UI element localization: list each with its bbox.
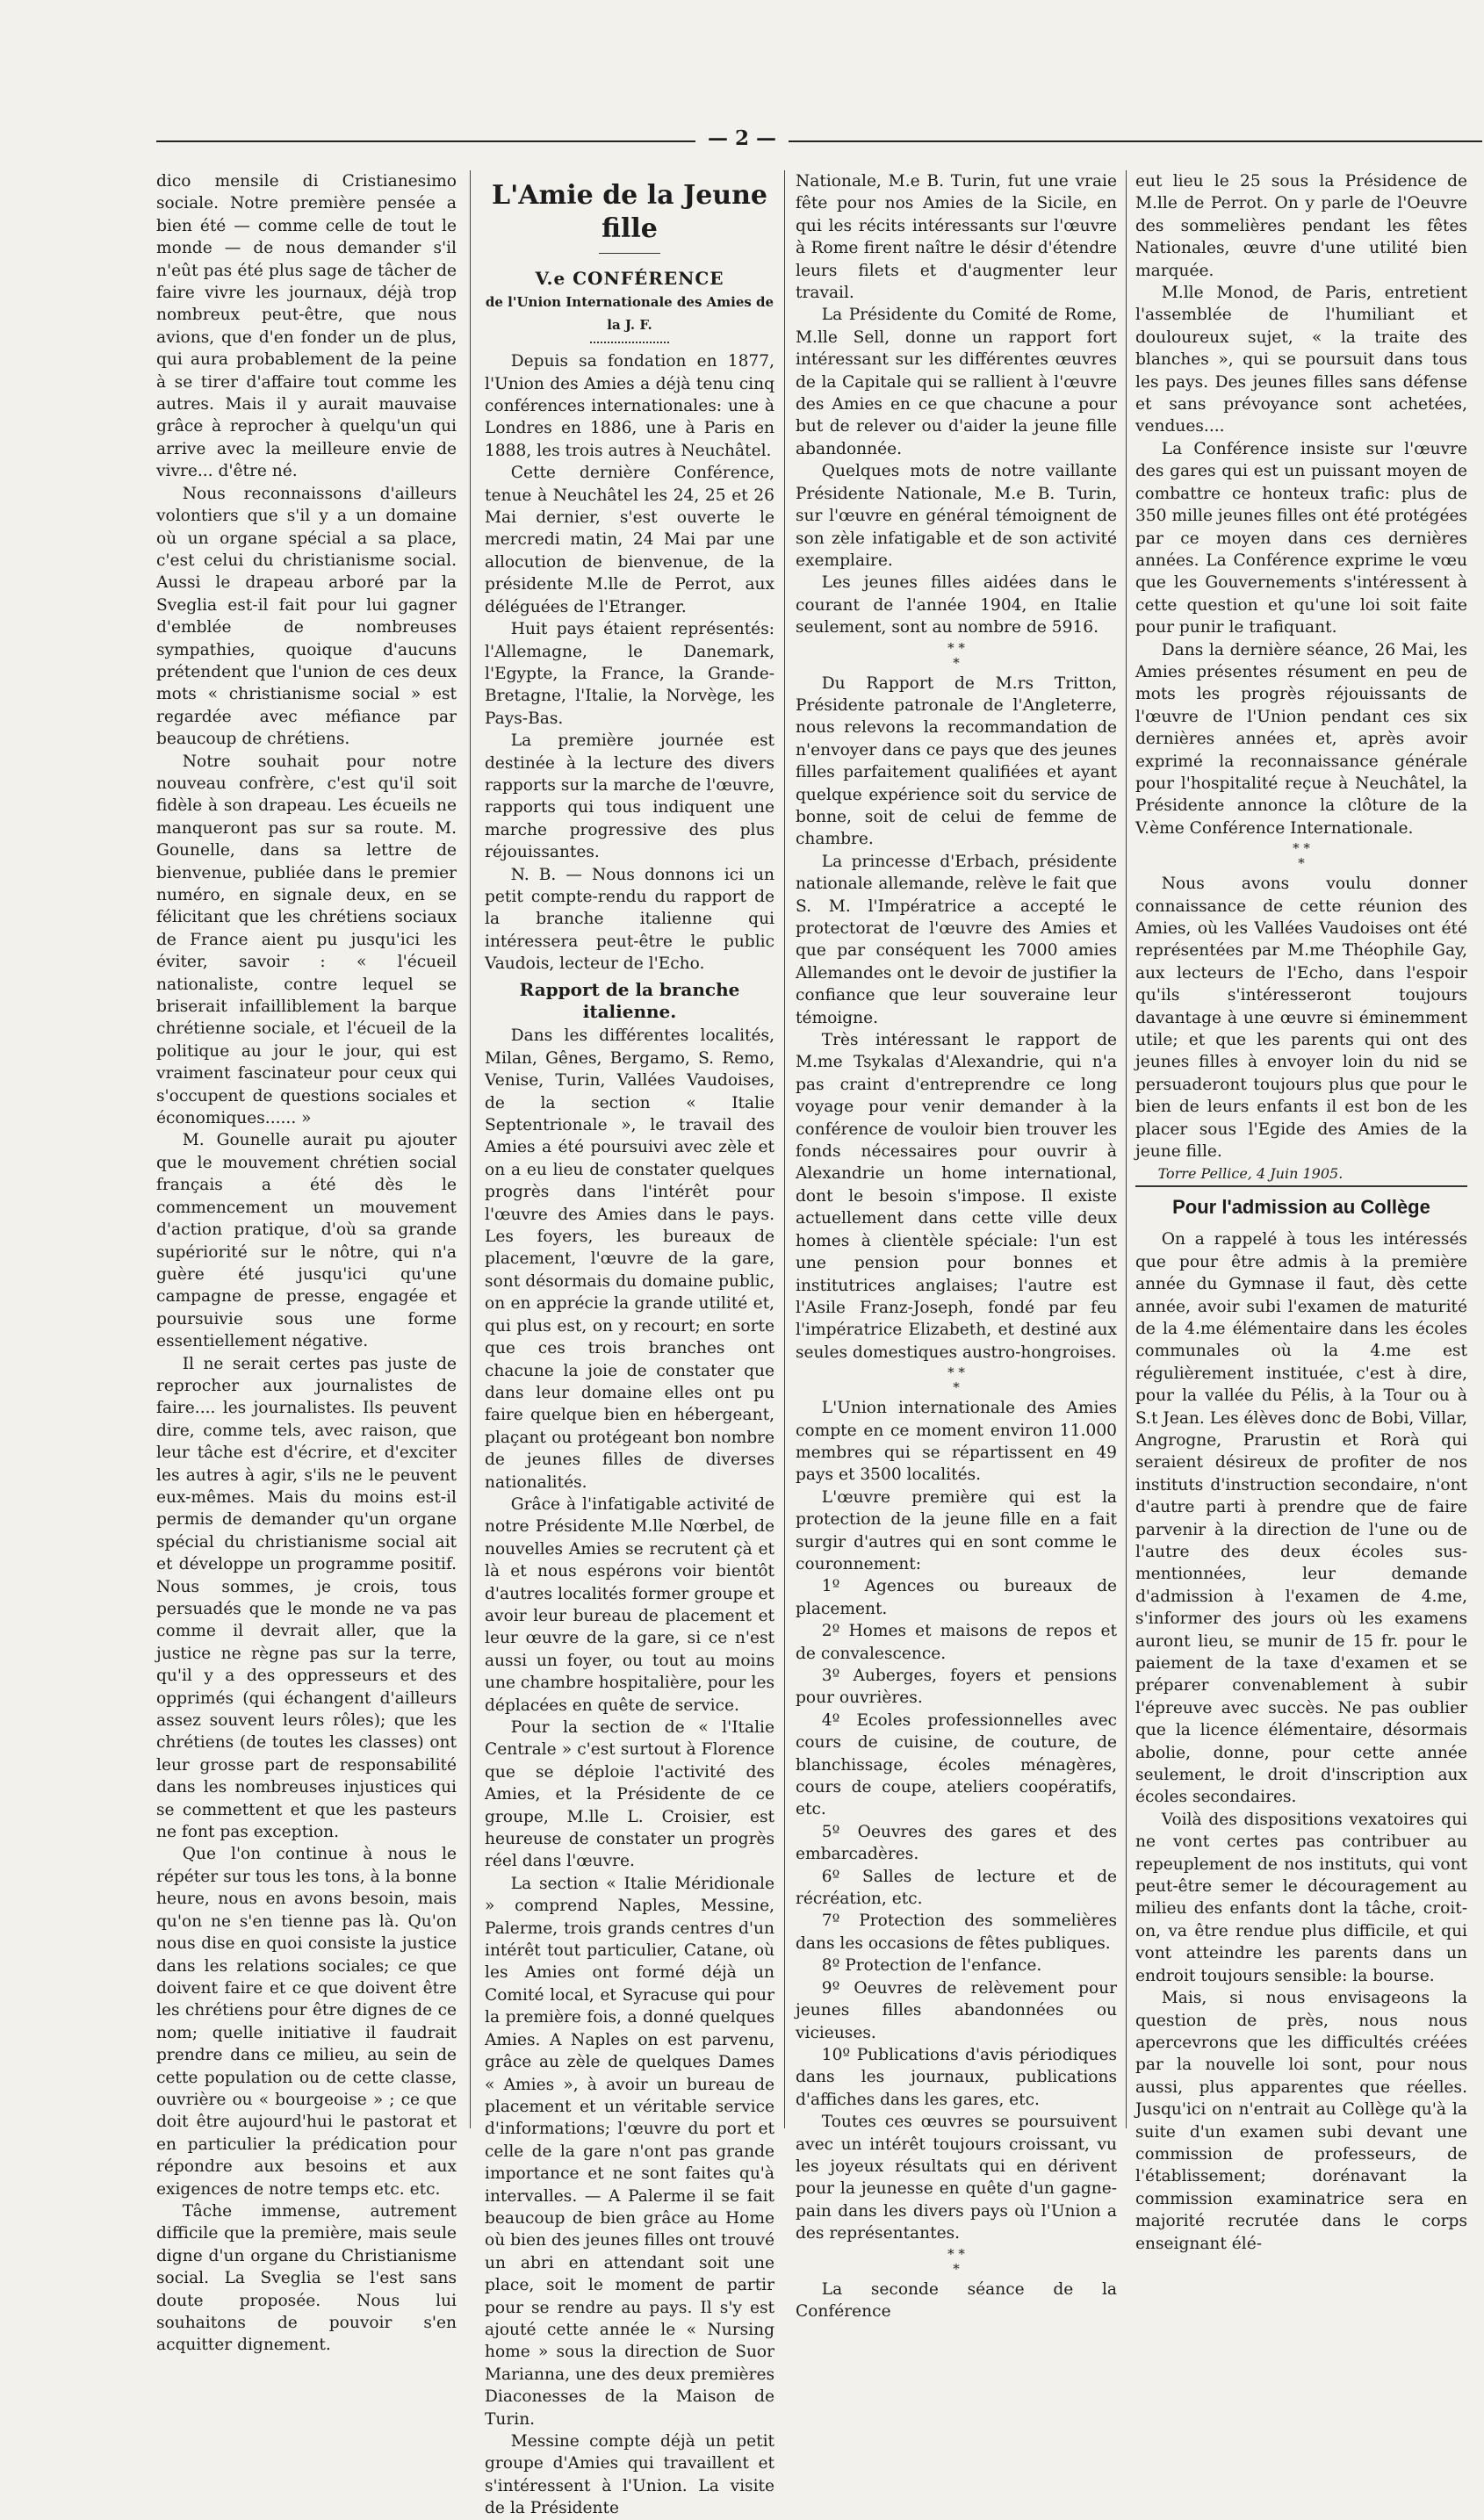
paragraph: La Conférence insiste sur l'œuvre des gares qui est un puissant moyen de combattre ce honteux trafic: plus de 350 mille jeunes filles ont été protégées par ce moyen dans ces dernières années. La Conférence exprime le vœu que les Gouvernements s'intéressent à cette question et qu'une loi soit faite pour punir le trafiquant.	[1135, 439, 1467, 637]
column-divider	[1126, 170, 1127, 2128]
paragraph: Nous avons voulu donner connaissance de cette réunion des Amies, où les Vallées Vaudoises ont été représentées par M.me Théophile Gay, aux lecteurs de l'Echo, dans l'espoir qu'ils s'intéresseront toujours davantage à une œuvre si éminemment utile; et que les parents qui ont des jeunes filles à envoyer loin du nid se persuaderont toujours plus que pour le bien de leurs enfants il est bon de les placer sous l'Egide des Amies de la jeune fille.	[1135, 875, 1467, 1162]
paragraph: Toutes ces œuvres se poursuivent avec un intérêt toujours croissant, vu les joyeux résultats qui en dérivent pour la jeunesse en quête d'un gagne-pain dans les divers pays où l'Union a des représentantes.	[796, 2113, 1117, 2243]
list-item: 9º Oeuvres de relèvement pour jeunes filles abandonnées ou vicieuses.	[796, 1978, 1117, 2042]
asterism: * * *	[1293, 840, 1310, 872]
paragraph: La princesse d'Erbach, présidente nationale allemande, relève le fait que S. M. l'Impératrice a accepté le protectorat de l'œuvre des Amies et que par conséquent les 7000 amies Allemandes ont le devoir de justifier la confiance que leur souveraine leur témoigne.	[796, 852, 1117, 1027]
paragraph: Du Rapport de M.rs Tritton, Présidente patronale de l'Angleterre, nous relevons la recommandation de n'envoyer dans ce pays que des jeunes filles parfaitement qualifiées et ayant quelque expérience soit du service de bonne, soit de celui de femme de chambre.	[796, 673, 1117, 849]
list-item: 8º Protection de l'enfance.	[821, 1956, 1042, 1976]
paragraph: Cette dernière Conférence, tenue à Neuchâtel les 24, 25 et 26 Mai dernier, s'est ouverte le mercredi matin, 24 Mai par une allocution de bienvenue, de la présidente M.lle de Perrot, aux déléguées de l'Etranger.	[485, 464, 774, 616]
column-2	[485, 170, 774, 2520]
column-4	[1135, 170, 1467, 2255]
asterism: * * *	[947, 2245, 965, 2277]
paragraph: Très intéressant le rapport de M.me Tsykalas d'Alexandrie, qui n'a pas craint d'entreprendre ce long voyage pour venir demander à la conférence de vouloir bien trouver les fonds nécessaires pour ouvrir à Alexandrie un home international, dont le besoin s'impose. Il existe actuellement dans cette ville deux homes à clientèle spéciale: l'un est une pension pour bonnes et institutrices anglaises; l'autre est l'Asile Franz-Joseph, fondé par feu l'impératrice Elizabeth, et destiné aux seules domestiques austro-hongroises.	[796, 1031, 1117, 1362]
paragraph: Les jeunes filles aidées dans le courant de l'année 1904, en Italie seulement, sont au nombre de 5916.	[796, 573, 1117, 637]
paragraph: Tâche immense, autrement difficile que la première, mais seule digne d'un organe du Christianisme social. La Sveglia se l'est sans doute proposée. Nous lui souhaitons de pouvoir s'en acquitter dignement.	[156, 2201, 457, 2355]
paragraph: Huit pays étaient représentés: l'Allemagne, le Danemark, l'Egypte, la France, la Grande-Bretagne, l'Italie, la Norvège, les Pays-Bas.	[485, 620, 774, 728]
signature: Torre Pellice, 4 Juin 1905.	[1157, 1165, 1344, 1183]
paragraph: Pour la section de « l'Italie Centrale » c'est surtout à Florence que se déploie l'activité des Amies, et la Présidente de ce groupe, M.lle L. Croisier, est heureuse de constater un progrès réel dans l'œuvre.	[485, 1718, 774, 1871]
list-item: 7º Protection des sommelières dans les occasions de fêtes publiques.	[796, 1912, 1117, 1953]
article-subtitle: V.e CONFÉRENCE	[535, 268, 724, 289]
list-item: 5º Oeuvres des gares et des embarcadères.	[796, 1822, 1117, 1864]
paragraph: Nationale, M.e B. Turin, fut une vraie fête pour nos Amies de la Sicile, en qui les récits intéressants sur l'œuvre à Rome firent naître le désir d'étendre leurs filets et d'augmenter leur travail.	[796, 172, 1117, 303]
paragraph: La première journée est destinée à la lecture des divers rapports sur la marche de l'œuvre, rapports qui tous indiquent une marche progressive des plus réjouissantes.	[485, 731, 774, 862]
paragraph: Nous reconnaissons d'ailleurs volontiers que s'il y a un domaine où un organe spécial a sa place, c'est celui du christianisme social. Aussi le drapeau arboré par la Sveglia est-il fait pour lui gagner d'emblée de nombreuses sympathies, quoique d'aucuns prétendent que l'union de ces deux mots « christianisme social » est regardée avec méfiance par beaucoup de chrétiens.	[156, 484, 457, 749]
paragraph: La Présidente du Comité de Rome, M.lle Sell, donne un rapport fort intéressant sur les différentes œuvres de la Capitale qui se rallient à l'œuvre des Amies en ce que chacune a pour but de relever ou d'aider la jeune fille abandonnée.	[796, 306, 1117, 458]
article-subheading: de l'Union Internationale des Amies de la J. F.	[485, 294, 774, 333]
paragraph: La seconde séance de la Conférence	[796, 2279, 1117, 2321]
paragraph: N. B. — Nous donnons ici un petit compte-rendu du rapport de la branche italienne qui intéressera peut-être le public Vaudois, lecteur de l'Echo.	[485, 865, 774, 974]
page-number: — 2 —	[0, 126, 1484, 150]
list-item: 3º Auberges, foyers et pensions pour ouvrières.	[796, 1667, 1117, 1708]
paragraph: On a rappelé à tous les intéressés que pour être admis à la première année du Gymnase il faut, dès cette année, avoir subi l'examen de maturité de la 4.me élémentaire dans les écoles communales où la 4.me est régulièrement instituée, c'est à dire, pour la vallée du Pélis, à la Tour ou à S.t Jean. Les élèves donc de Bobi, Villar, Angrogne, Prarustin et Rorà qui seraient désireux de profiter de nos instituts d'instruction secondaire, n'ont d'autre parti à prendre que de faire parvenir à la direction de l'une ou de l'autre des deux écoles sus-mentionnées, leur demande d'admission à l'examen de 4.me, s'informer des jours où les examens auront lieu, se munir de 15 fr. pour le paiement de la taxe d'examen et se préparer convenablement à subir l'épreuve avec succès. Ne pas oublier que la licence élémentaire, désormais abolie, donne, pour cette année seulement, le droit d'inscription aux écoles secondaires.	[1135, 1230, 1467, 1807]
column-divider	[784, 170, 785, 2128]
list-item: 1º Agences ou bureaux de placement.	[796, 1577, 1117, 1618]
paragraph: La section « Italie Méridionale » comprend Naples, Messine, Palerme, trois grands centres d'un intérêt tout particulier, Catane, où les Amies ont formé déjà un Comité local, et Syracuse qui pour la première fois, a donné quelques Amies. A Naples on est parvenu, grâce au zèle de quelques Dames « Amies », à avoir un bureau de placement et un véritable service d'informations; l'œuvre du port et celle de la gare n'ont pas grande importance et ne sont faites qu'à intervalles. — A Palerme il se fait beaucoup de bien grâce au Home où bien des jeunes filles ont trouvé un abri en attendant soit une place, soit le moment de partir pour se rendre au pays. Il s'y est ajouté cette année le « Nursing home » sous la direction de Suor Marianna, une des deux premières Diaconesses de la Maison de Turin.	[485, 1874, 774, 2429]
paragraph: Il ne serait certes pas juste de reprocher aux journalistes de faire.... les journalistes. Ils peuvent dire, comme tels, avec raison, que leur tâche est d'écrire, et d'exciter les autres à agir, s'ils ne le peuvent eux-mêmes. Mais du moins est-il permis de demander qu'un organe spécial du christianisme social ait et développe un programme positif. Nous sommes, je crois, tous persuadés que le monde ne va pas comme il devrait aller, que la justice ne règne pas sur la terre, qu'il y a des oppresseurs et des opprimés (qui échangent d'ailleurs assez souvent leurs rôles); que les chrétiens (de toutes les classes) ont leur grosse part de responsabilité dans les nombreuses injustices qui se commettent et que les pasteurs ne font pas exception.	[156, 1354, 457, 1842]
column-1	[156, 170, 457, 2357]
paragraph: L'Union internationale des Amies compte en ce moment environ 11.000 membres qui se répartissent en 49 pays et 3500 localités.	[796, 1399, 1117, 1485]
paragraph: M.lle Monod, de Paris, entretient l'assemblée de l'humiliant et douloureux sujet, « la traite des blanches », qui se poursuit dans tous les pays. Des jeunes filles sans défense et sans prévoyance sont achetées, vendues....	[1135, 284, 1467, 436]
article-title: L'Amie de la Jeune fille	[491, 180, 767, 244]
column-divider	[470, 170, 471, 2128]
paragraph: Quelques mots de notre vaillante Présidente Nationale, M.e B. Turin, sur l'œuvre en général témoignent de son zèle infatigable et de son activité exemplaire.	[796, 462, 1117, 570]
paragraph: Que l'on continue à nous le répéter sur tous les tons, à la bonne heure, nous en avons besoin, mais qu'on ne s'en tienne pas là. Qu'on nous dise en quoi consiste la justice dans les relations sociales; ce que doivent faire et ce que doivent être les chrétiens pour être dignes de ce nom; quelle initiative il faudrait prendre dans ce milieu, au sein de cette population ou de cette classe, ouvrière ou « bourgeoise » ; ce que doit être aujourd'hui le pastorat et en particulier la prédication pour répondre aux besoins et aux exigences de notre temps etc. etc.	[156, 1845, 457, 2199]
paragraph: M. Gounelle aurait pu ajouter que le mouvement chrétien social français a été dès le commencement un mouvement d'action pratique, d'où sa grande supériorité sur le nôtre, qui n'a guère été jusqu'ici qu'une campagne de presse, engagée et poursuivie sous une forme essentiellement négative.	[156, 1131, 457, 1351]
paragraph: Notre souhait pour notre nouveau confrère, c'est qu'il soit fidèle à son drapeau. Les écueils ne manqueront pas sur sa route. M. Gounelle, dans sa lettre de bienvenue, publiée dans le premier numéro, en signale deux, en se félicitant que les chrétiens sociaux de France aient pu jusqu'ici les éviter, savoir : « l'écueil nationaliste, contre lequel se briserait infailliblement la barque chrétienne sociale, et l'écueil de la politique au jour le jour, qui est vraiment fascinateur pour ceux qui s'occupent de questions sociales et économiques...... »	[156, 752, 457, 1128]
list-item: 2º Homes et maisons de repos et de convalescence.	[796, 1622, 1117, 1663]
section-title: Pour l'admission au Collège	[1172, 1195, 1430, 1218]
title-rule	[599, 253, 660, 254]
paragraph: L'œuvre première qui est la protection de la jeune fille en a fait surgir d'autres qui en sont comme le couronnement:	[796, 1487, 1117, 1573]
paragraph: dico mensile di Cristianesimo sociale. Notre première pensée a bien été — comme celle de tout le monde — de nous demander s'il n'eût pas été plus sage de tâcher de faire vivre les journaux, déjà trop nombreux peut-être, que nous avions, que d'en fonder un de plus, qui aura probablement de la peine à se tirer d'affaire tout comme les autres. Mais il y aurait mauvaise grâce à reprocher à quelqu'un qui arrive avec la meilleure envie de vivre... d'être né.	[156, 172, 457, 481]
section-heading: Rapport de la branche italienne.	[519, 978, 740, 1022]
paragraph: Messine compte déjà un petit groupe d'Amies qui travaillent et s'intéressent à l'Union. La visite de la Présidente	[485, 2432, 774, 2518]
paragraph: Dans la dernière séance, 26 Mai, les Amies présentes résument en peu de mots les progrès réjouissants de l'œuvre de l'Union pendant ces six dernières années et, après avoir exprimé la reconnaissance générale pour l'hospitalité reçue à Neuchâtel, la Présidente annonce la clôture de la V.ème Conférence Internationale.	[1135, 640, 1467, 838]
list-item: 10º Publications d'avis périodiques dans les journaux, publications d'affiches dans les gares, etc.	[796, 2045, 1117, 2109]
list-item: 4º Ecoles professionnelles avec cours de cuisine, de couture, de blanchissage, écoles ménagères, cours de coupe, ateliers coopératifs, etc.	[796, 1710, 1117, 1819]
asterism: * * *	[947, 1364, 965, 1396]
list-item: 6º Salles de lecture et de récréation, etc.	[796, 1867, 1117, 1909]
paragraph: eut lieu le 25 sous la Présidence de M.lle de Perrot. On y parle de l'Oeuvre des sommelières pendant les fêtes Nationales, œuvre d'une utilité bien marquée.	[1135, 172, 1467, 280]
section-rule	[1135, 1185, 1467, 1187]
paragraph: Dans les différentes localités, Milan, Gênes, Bergamo, S. Remo, Venise, Turin, Vallées Vaudoises, de la section « Italie Septentrionale », le travail des Amies a été poursuivi avec zèle et on a eu lieu de constater quelques progrès dans l'intérêt pour l'œuvre des Amies dans le pays. Les foyers, les bureaux de placement, l'œuvre de la gare, sont désormais du domaine public, on en apprécie la grande utilité et, qui plus est, on y recourt; en sorte que ces trois branches ont chacune la joie de constater que dans leur domaine elles ont pu faire quelque bien en hébergeant, plaçant ou protégeant bon nombre de jeunes filles de diverses nationalités.	[485, 1026, 774, 1492]
paragraph: Depuis sa fondation en 1877, l'Union des Amies a déjà tenu cinq conférences internationales: une à Londres en 1886, une à Paris en 1888, les trois autres à Neuchâtel.	[485, 352, 774, 460]
paragraph: Mais, si nous envisageons la question de près, nous nous apercevrons que les difficultés créées par la nouvelle loi sont, pour nous aussi, plus apparentes que réelles. Jusqu'ici on n'entrait au Collège qu'à la suite d'un examen subi devant une commission de professeurs, de l'établissement; dorénavant la commission examinatrice sera en majorité recrutée dans le corps enseignant élé-	[1135, 1989, 1467, 2253]
paragraph: Grâce à l'infatigable activité de notre Présidente M.lle Nœrbel, de nouvelles Amies se recrutent çà et là et nous espérons voir bientôt d'autres localités former groupe et avoir leur bureau de placement et leur œuvre de la gare, si ce n'est aussi un foyer, ou tout au moins une chambre hospitalière, pour les déplacées en quête de service.	[485, 1494, 774, 1715]
asterism: * * *	[947, 639, 965, 671]
ornament-rule	[590, 342, 669, 343]
column-3	[796, 170, 1117, 2322]
paragraph: Voilà des dispositions vexatoires qui ne vont certes pas contribuer au repeuplement de nos instituts, qui vont peut-être semer le découragement au milieu des enfants dont la tâche, croit-on, va être rendue plus difficile, et qui vont atteindre les parents dans un endroit toujours sensible: la bourse.	[1135, 1810, 1467, 1985]
